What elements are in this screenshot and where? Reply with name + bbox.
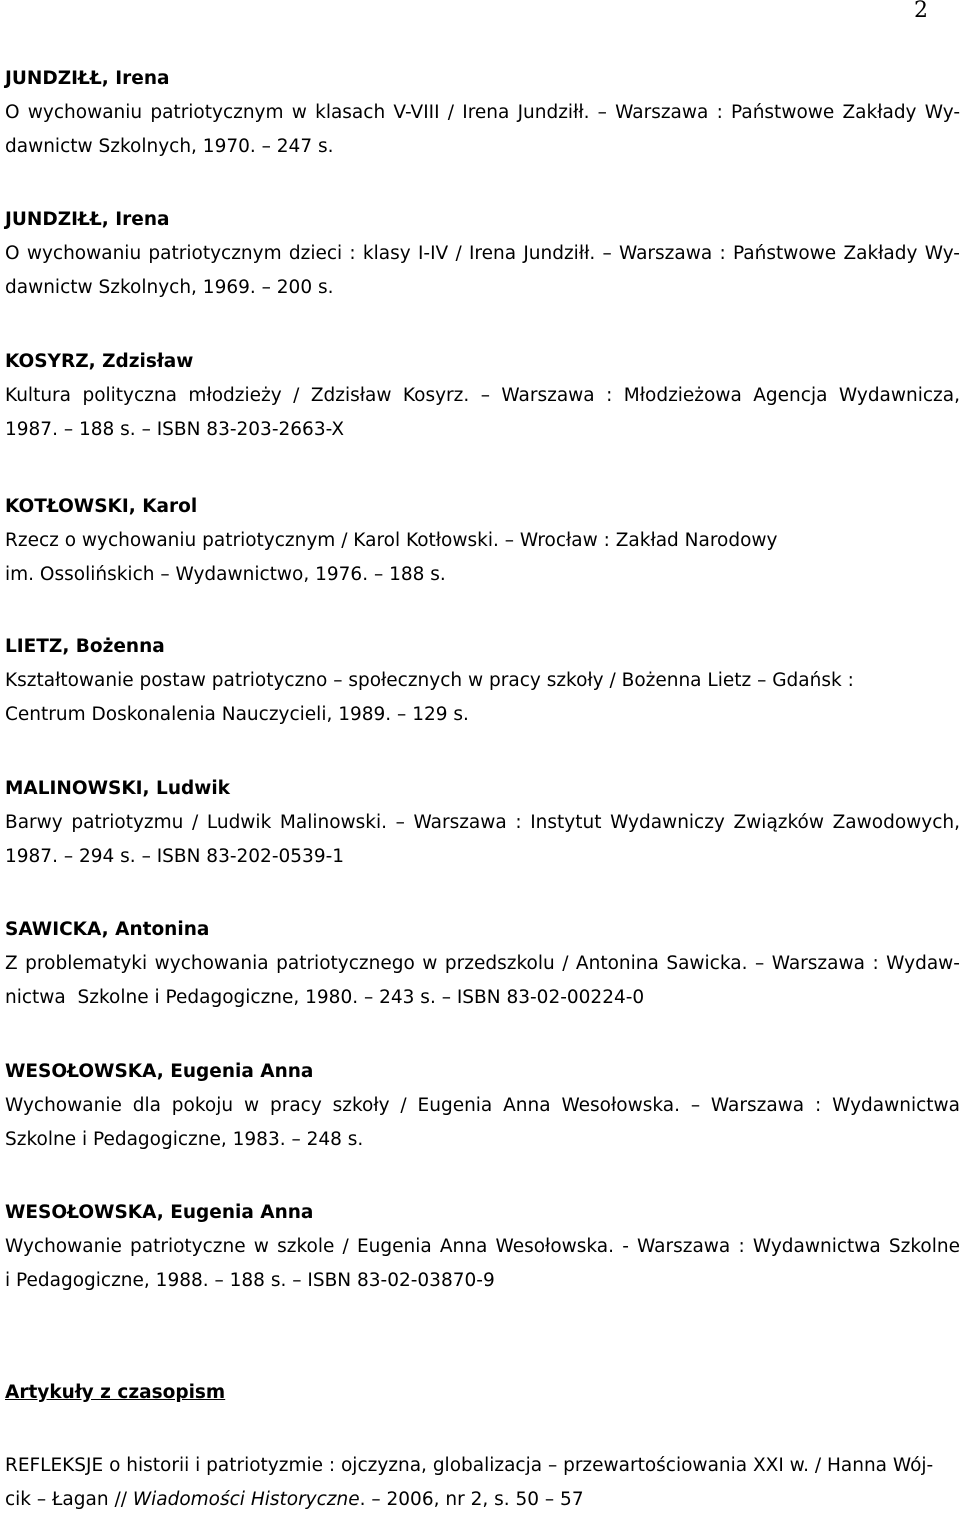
- entry-description: O wychowaniu patriotycznym w klasach V-VIII / Irena Jundziłł. – Warszawa : Państwowe Zakłady Wy-: [5, 102, 960, 123]
- bibliography-entry: [5, 913, 960, 1015]
- entry-author: WESOŁOWSKA, Eugenia Anna: [5, 1202, 314, 1223]
- page-number: 2: [914, 0, 928, 23]
- entry-author: KOTŁOWSKI, Karol: [5, 496, 198, 517]
- entry-description: Kultura polityczna młodzieży / Zdzisław Kosyrz. – Warszawa : Młodzieżowa Agencja Wydawnicza,: [5, 385, 960, 406]
- bibliography-entry: [5, 490, 960, 592]
- entry-description: Wychowanie dla pokoju w pracy szkoły / Eugenia Anna Wesołowska. – Warszawa : Wydawnictwa: [5, 1095, 960, 1116]
- entry-description: Kształtowanie postaw patriotyczno – społecznych w pracy szkoły / Bożenna Lietz – Gdańsk :: [5, 670, 854, 691]
- bibliography-entry: [5, 1055, 960, 1157]
- entry-author: LIETZ, Bożenna: [5, 636, 165, 657]
- article-citation: [5, 1483, 933, 1517]
- article-entry: [5, 1449, 933, 1517]
- article-author-part: cik – Łagan //: [5, 1489, 133, 1510]
- entry-author: SAWICKA, Antonina: [5, 919, 210, 940]
- article-description: REFLEKSJE o historii i patriotyzmie : ojczyzna, globalizacja – przewartościowania XXI w. / Hanna Wój-: [5, 1455, 934, 1476]
- entry-description: Szkolne i Pedagogiczne, 1983. – 248 s.: [5, 1129, 364, 1150]
- entry-author: JUNDZIŁŁ, Irena: [5, 68, 170, 89]
- journal-title: Wiadomości Historyczne: [132, 1489, 360, 1510]
- entry-description: dawnictw Szkolnych, 1970. – 247 s.: [5, 136, 334, 157]
- bibliography-entry: [5, 772, 960, 874]
- entry-description: Centrum Doskonalenia Nauczycieli, 1989. – 129 s.: [5, 704, 469, 725]
- bibliography-entry: [5, 630, 960, 732]
- entry-author: MALINOWSKI, Ludwik: [5, 778, 230, 799]
- bibliography-entry: [5, 1196, 960, 1298]
- entry-description: nictwa Szkolne i Pedagogiczne, 1980. – 243 s. – ISBN 83-02-00224-0: [5, 987, 645, 1008]
- entry-description: 1987. – 188 s. – ISBN 83-203-2663-X: [5, 419, 345, 440]
- entry-description: Rzecz o wychowaniu patriotycznym / Karol Kotłowski. – Wrocław : Zakład Narodowy: [5, 530, 778, 551]
- entry-description: Wychowanie patriotyczne w szkole / Eugenia Anna Wesołowska. - Warszawa : Wydawnictwa Szkolne: [5, 1236, 960, 1257]
- entry-description: O wychowaniu patriotycznym dzieci : klasy I-IV / Irena Jundziłł. – Warszawa : Państwowe Zakłady Wy-: [5, 243, 960, 264]
- entry-description: i Pedagogiczne, 1988. – 188 s. – ISBN 83-02-03870-9: [5, 1270, 495, 1291]
- section-heading: Artykuły z czasopism: [5, 1382, 226, 1403]
- entry-author: JUNDZIŁŁ, Irena: [5, 209, 170, 230]
- entry-author: KOSYRZ, Zdzisław: [5, 351, 194, 372]
- entry-description: im. Ossolińskich – Wydawnictwo, 1976. – 188 s.: [5, 564, 446, 585]
- article-issue: . – 2006, nr 2, s. 50 – 57: [359, 1489, 584, 1510]
- bibliography-entry: [5, 345, 960, 447]
- bibliography-entry: [5, 203, 960, 305]
- entry-author: WESOŁOWSKA, Eugenia Anna: [5, 1061, 314, 1082]
- entry-description: 1987. – 294 s. – ISBN 83-202-0539-1: [5, 846, 345, 867]
- bibliography-entry: [5, 62, 960, 164]
- entry-description: Barwy patriotyzmu / Ludwik Malinowski. – Warszawa : Instytut Wydawniczy Związków Zawodowych,: [5, 812, 960, 833]
- entry-description: dawnictw Szkolnych, 1969. – 200 s.: [5, 277, 334, 298]
- entry-description: Z problematyki wychowania patriotycznego w przedszkolu / Antonina Sawicka. – Warszawa : Wydaw-: [5, 953, 960, 974]
